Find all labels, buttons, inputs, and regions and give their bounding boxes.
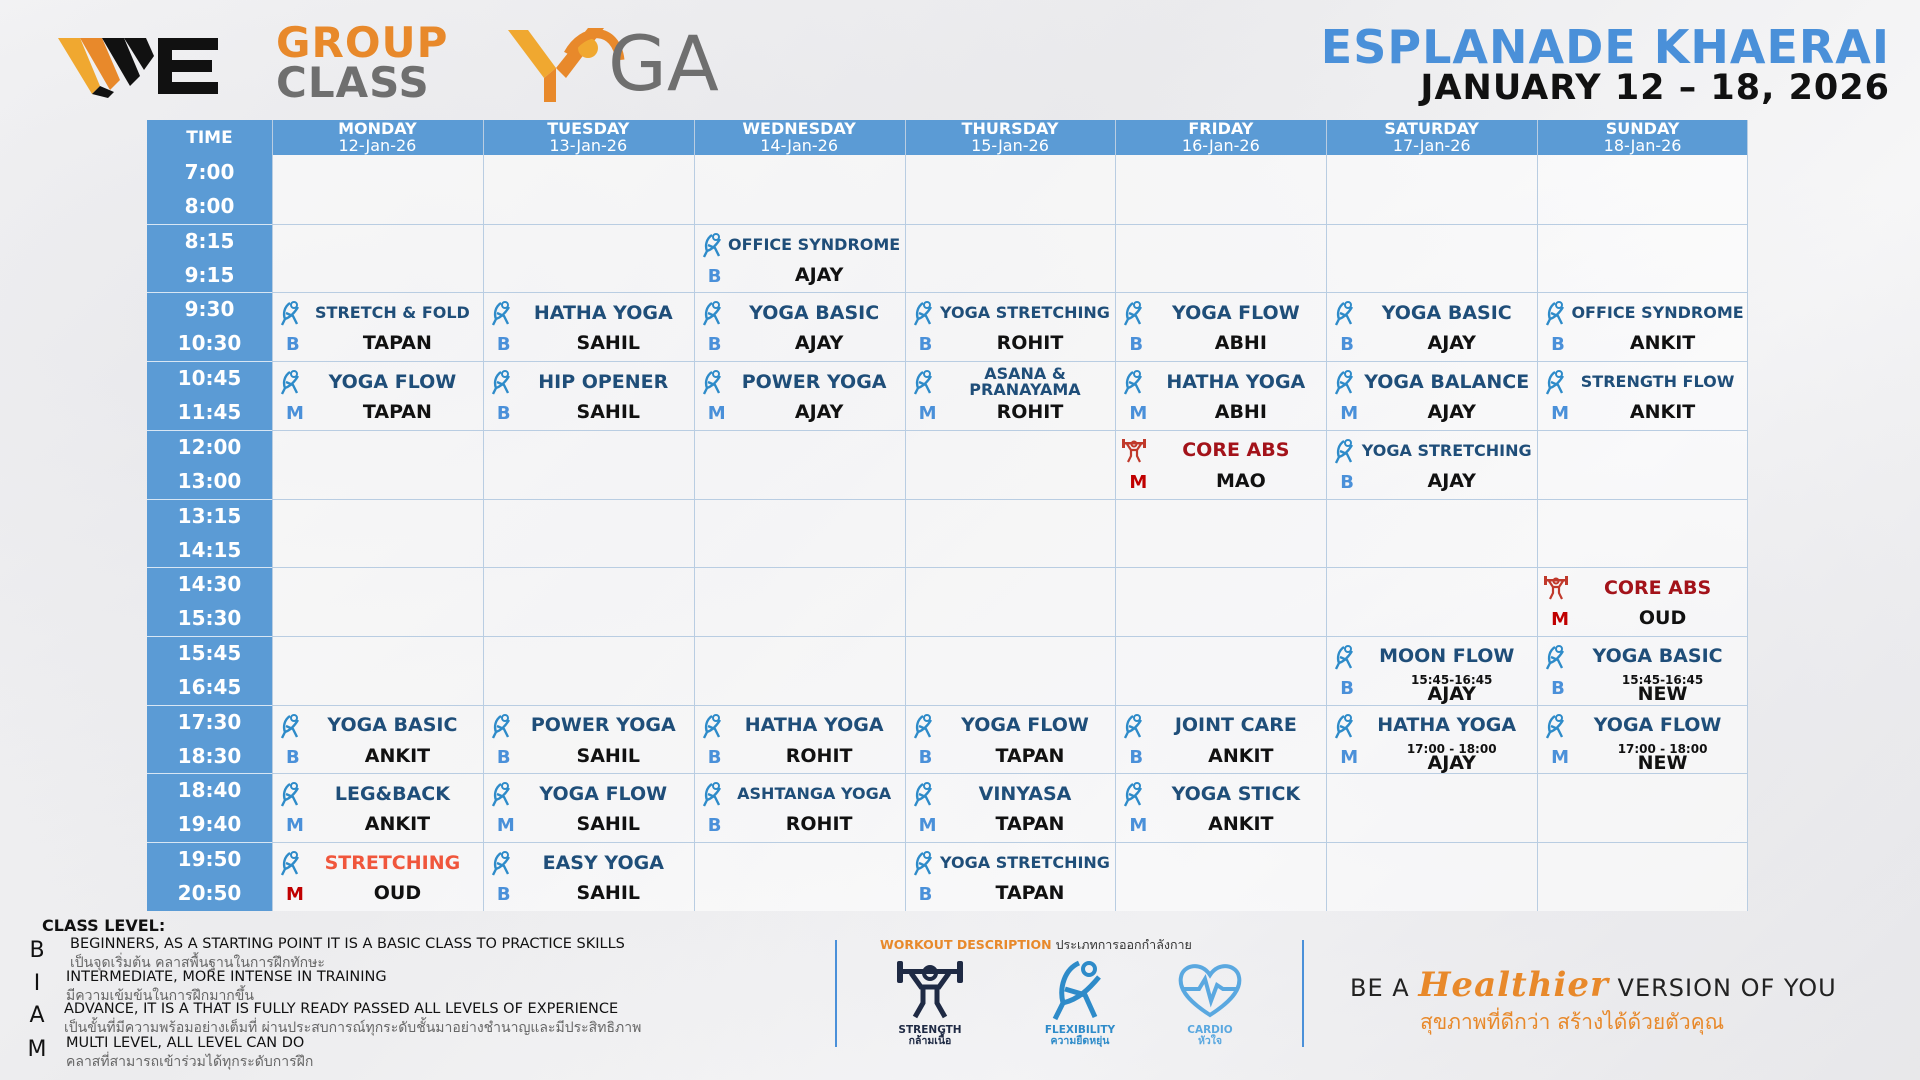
class-name: POWER YOGA [530, 714, 676, 737]
strength-icon [895, 959, 965, 1021]
day-header-thursday [905, 120, 1116, 155]
class-trainer: TAPAN [995, 882, 1065, 904]
class-name: STRENGTH FLOW [1580, 372, 1735, 392]
class-level: M [1129, 471, 1148, 493]
class-level: M [1551, 403, 1570, 425]
class-trainer: ANKIT [1208, 744, 1274, 767]
class-level: B [918, 334, 933, 356]
class-level: M [286, 815, 304, 837]
class-cell[interactable] [1326, 705, 1537, 773]
class-level: B [286, 334, 300, 356]
column-divider [1747, 120, 1748, 911]
schedule-table [147, 120, 1748, 911]
class-level-legend [22, 916, 842, 1076]
class-trainer: SAHIL [576, 332, 640, 355]
flexibility-icon [700, 300, 726, 326]
class-name: OFFICE SYNDROME [728, 234, 901, 254]
class-name: LEG&BACK [334, 782, 450, 805]
logo-yoga-mark [508, 19, 719, 108]
legend-level-a-en: ADVANCE, IT IS A THAT IS FULLY READY PASSED ALL LEVELS OF EXPERIENCE [64, 1001, 619, 1017]
flexibility-icon [700, 713, 726, 739]
class-trainer: ROHIT [785, 744, 853, 767]
class-name: POWER YOGA [741, 370, 887, 393]
time-slot-start: 10:45 [177, 366, 242, 391]
class-level: B [918, 884, 933, 905]
class-level: B [707, 815, 722, 837]
class-name: OFFICE SYNDROME [1571, 303, 1744, 323]
logo-ga-text: GA [608, 19, 719, 108]
row-divider [272, 499, 1748, 500]
class-level: B [1340, 334, 1355, 356]
class-trainer: AJAY [794, 332, 844, 355]
legend-level-m-th: คลาสที่สามารถเข้าร่วมได้ทุกระดับการฝึก [66, 1054, 314, 1070]
legend-letter-i: I [33, 971, 41, 996]
logo-group-text: GROUP [276, 18, 449, 67]
column-divider [1326, 120, 1327, 911]
class-time: 15:45-16:45 [1621, 672, 1704, 687]
legend-level-b-th: เป็นจุดเริ่มต้น คลาสพื้นฐานในการฝึกทักษะ [70, 955, 325, 971]
class-cell[interactable] [905, 842, 1116, 910]
class-level: M [1551, 746, 1570, 768]
time-slot-end: 16:45 [177, 674, 242, 699]
class-name: YOGA FLOW [1593, 714, 1722, 737]
class-name: HATHA YOGA [1166, 370, 1306, 393]
time-slot-end: 19:40 [177, 812, 242, 837]
class-trainer: ROHIT [996, 401, 1064, 424]
flexibility-icon [911, 781, 937, 807]
time-row-divider [147, 430, 272, 431]
class-name: ASHTANGA YOGA [737, 784, 892, 804]
class-time: 15:45-16:45 [1411, 672, 1493, 687]
class-trainer: SAHIL [576, 882, 640, 904]
class-level: B [707, 746, 722, 768]
class-cell[interactable] [1537, 567, 1748, 635]
time-row-divider [147, 773, 272, 774]
day-header-friday [1115, 120, 1326, 155]
class-level: B [1129, 746, 1144, 768]
class-cell[interactable] [1326, 292, 1537, 360]
class-level: M [1551, 609, 1570, 631]
class-name: STRETCH & FOLD [315, 303, 470, 323]
workout-flexibility [1030, 959, 1130, 1047]
class-name: YOGA BASIC [1592, 645, 1723, 668]
class-level: M [496, 815, 515, 837]
time-slot-end: 15:30 [177, 606, 242, 631]
class-trainer: ROHIT [785, 813, 853, 836]
class-cell[interactable] [272, 292, 483, 360]
class-trainer: OUD [373, 882, 422, 904]
class-trainer: TAPAN [362, 401, 432, 424]
class-cell[interactable] [272, 705, 483, 773]
class-cell[interactable] [1115, 361, 1326, 429]
class-level: B [918, 746, 933, 768]
class-level: B [496, 334, 511, 356]
column-divider [1537, 120, 1538, 911]
class-level: M [286, 403, 304, 425]
class-cell[interactable] [694, 292, 905, 360]
day-date: 18-Jan-26 [1603, 136, 1682, 155]
legend-title: CLASS LEVEL: [42, 916, 166, 935]
time-row-divider [147, 292, 272, 293]
class-name: YOGA BASIC [749, 301, 880, 324]
class-trainer: ROHIT [996, 332, 1064, 355]
class-trainer: ANKIT [364, 813, 431, 836]
class-cell[interactable] [272, 361, 483, 429]
class-name: VINYASA [978, 782, 1072, 805]
slogan [1350, 965, 1837, 1005]
logo-class-text: CLASS [276, 58, 430, 107]
class-trainer: NEW [1637, 751, 1688, 774]
legend-level-i-th: มีความเข้มข้นในการฝึกมากขึ้น [66, 988, 254, 1004]
class-trainer: AJAY [794, 401, 844, 424]
flexibility-icon [1332, 438, 1358, 464]
slogan-thai: สุขภาพที่ดีกว่า สร้างได้ด้วยตัวคุณ [1420, 1010, 1725, 1034]
flexibility-icon [1543, 300, 1569, 326]
class-trainer: SAHIL [576, 813, 640, 836]
strength-icon [1121, 438, 1147, 464]
class-name: HATHA YOGA [1377, 714, 1517, 737]
flexibility-icon [700, 369, 726, 395]
day-name: SUNDAY [1605, 119, 1680, 138]
flexibility-icon [1045, 959, 1115, 1021]
strength-label-th: กล้ามเนื้อ [908, 1035, 952, 1047]
class-cell[interactable] [905, 705, 1116, 773]
row-divider [272, 224, 1748, 225]
flexibility-icon [489, 781, 515, 807]
time-slot-start: 18:40 [177, 778, 242, 803]
time-slot-end: 11:45 [177, 400, 242, 425]
time-slot-start: 13:15 [177, 503, 242, 528]
day-name: FRIDAY [1188, 119, 1254, 138]
flexibility-icon [489, 713, 515, 739]
flexibility-icon [278, 369, 304, 395]
flexibility-icon [489, 300, 515, 326]
class-level: M [1129, 815, 1148, 837]
class-cell[interactable] [905, 773, 1116, 841]
class-cell[interactable] [483, 361, 694, 429]
flexibility-icon [700, 781, 726, 807]
class-cell[interactable] [905, 361, 1116, 429]
class-trainer: AJAY [1427, 332, 1476, 355]
time-row-divider [147, 499, 272, 500]
day-header-sunday [1537, 120, 1748, 155]
class-cell[interactable] [483, 705, 694, 773]
class-trainer: TAPAN [995, 744, 1065, 767]
venue-title: ESPLANADE KHAERAI [1320, 20, 1890, 74]
time-slot-start: 9:30 [184, 297, 235, 322]
flexibility-icon [278, 713, 304, 739]
class-name: YOGA FLOW [1172, 301, 1300, 324]
cardio-label-th: หัวใจ [1197, 1035, 1223, 1047]
day-header-wednesday [694, 120, 905, 155]
class-cell[interactable] [1537, 636, 1748, 704]
workout-strength [880, 959, 980, 1047]
time-row-divider [147, 636, 272, 637]
class-cell[interactable] [1537, 292, 1748, 360]
time-slot-start: 14:30 [177, 572, 242, 597]
class-name: JOINT CARE [1174, 714, 1297, 737]
class-name: YOGA BASIC [1381, 301, 1512, 324]
cardio-heart-icon [1175, 959, 1245, 1021]
flexibility-icon [278, 300, 304, 326]
class-trainer: ABHI [1214, 332, 1267, 355]
class-cell[interactable] [1537, 705, 1748, 773]
day-name: MONDAY [338, 119, 417, 138]
flexibility-icon [911, 850, 937, 876]
time-slot-start: 15:45 [177, 640, 242, 665]
flexibility-icon [1332, 713, 1358, 739]
class-level: B [496, 403, 511, 425]
class-level: M [918, 403, 937, 425]
time-header: TIME [186, 127, 233, 148]
flexibility-icon [1121, 713, 1147, 739]
legend-letter-b: B [29, 938, 45, 963]
flexibility-icon [489, 850, 515, 876]
flexibility-icon [1121, 781, 1147, 807]
time-row-divider [147, 842, 272, 843]
class-name: YOGA STICK [1171, 782, 1301, 805]
day-date: 17-Jan-26 [1392, 136, 1471, 155]
class-trainer: TAPAN [995, 813, 1065, 836]
class-name: HATHA YOGA [744, 714, 884, 737]
class-cell[interactable] [694, 773, 905, 841]
time-slot-end: 14:15 [177, 537, 242, 562]
time-slot-start: 12:00 [177, 434, 242, 459]
class-level: B [286, 746, 300, 768]
slogan-highlight: Healthier [1418, 965, 1609, 1005]
strength-icon [1543, 575, 1569, 601]
class-cell[interactable] [1115, 430, 1326, 498]
class-level: M [1340, 403, 1359, 425]
class-trainer: ANKIT [1208, 813, 1274, 836]
class-trainer: MAO [1215, 469, 1266, 492]
class-level: M [1340, 746, 1359, 768]
day-date: 15-Jan-26 [971, 136, 1049, 155]
flexibility-icon [911, 369, 937, 395]
day-header-tuesday [483, 120, 694, 155]
cardio-label-en: CARDIO [1187, 1024, 1233, 1036]
slogan-post: VERSION OF YOU [1608, 974, 1837, 1002]
flexibility-label-en: FLEXIBILITY [1044, 1024, 1116, 1036]
legend-level-a-th: เป็นขั้นที่มีความพร้อมอย่างเต็มที่ ผ่านประสบการณ์ทุกระดับชั้นมาอย่างชำนาญและมีประสิทธิภาพ [64, 1020, 642, 1036]
flexibility-icon [1332, 644, 1358, 670]
we-logo-mark [58, 30, 268, 100]
day-date: 14-Jan-26 [760, 136, 839, 155]
flexibility-icon [1543, 713, 1569, 739]
footer-divider-right [1302, 940, 1304, 1047]
class-name: STRETCHING [324, 851, 461, 874]
flexibility-icon [489, 369, 515, 395]
class-trainer: ANKIT [1629, 401, 1696, 424]
time-row-divider [147, 361, 272, 362]
workout-title-en: WORKOUT DESCRIPTION [880, 937, 1052, 952]
class-level: M [707, 403, 726, 425]
flexibility-icon [911, 300, 937, 326]
legend-letter-a: A [29, 1003, 45, 1028]
class-trainer: AJAY [1427, 469, 1476, 492]
class-level: M [918, 815, 937, 837]
class-cell[interactable] [483, 773, 694, 841]
workout-description-title [880, 935, 1192, 955]
class-name: ASANA & PRANAYAMA [969, 364, 1081, 400]
time-slot-end: 9:15 [184, 262, 235, 287]
class-time: 17:00 - 18:00 [1406, 741, 1497, 756]
class-level: M [1129, 403, 1148, 425]
class-cell[interactable] [1115, 705, 1326, 773]
day-name: SATURDAY [1384, 119, 1479, 138]
class-name: YOGA FLOW [961, 714, 1089, 737]
day-header-monday [272, 120, 483, 155]
workout-title-th: ประเภทการออกกำลังกาย [1055, 937, 1192, 952]
time-slot-start: 7:00 [184, 160, 235, 184]
flexibility-icon [1121, 369, 1147, 395]
class-level: B [1340, 471, 1355, 493]
legend-level-b-en: BEGINNERS, AS A STARTING POINT IT IS A BASIC CLASS TO PRACTICE SKILLS [70, 936, 625, 952]
time-row-divider [147, 224, 272, 225]
class-name: YOGA STRETCHING [940, 303, 1110, 323]
flexibility-icon [1332, 300, 1358, 326]
class-name: YOGA STRETCHING [1361, 440, 1532, 460]
time-row-divider [147, 705, 272, 706]
class-name: YOGA FLOW [539, 782, 668, 805]
class-level: M [286, 884, 304, 905]
flexibility-label-th: ความยืดหยุ่น [1050, 1035, 1110, 1047]
class-name: YOGA BALANCE [1364, 370, 1530, 393]
class-name: YOGA STRETCHING [940, 853, 1110, 872]
day-name: WEDNESDAY [742, 119, 856, 138]
day-header-saturday [1326, 120, 1537, 155]
class-cell[interactable] [483, 842, 694, 910]
legend-level-m-en: MULTI LEVEL, ALL LEVEL CAN DO [66, 1035, 305, 1051]
class-level: B [1340, 677, 1355, 699]
class-trainer: SAHIL [576, 744, 640, 767]
day-name: THURSDAY [961, 119, 1059, 138]
flexibility-icon [278, 850, 304, 876]
flexibility-icon [1543, 369, 1569, 395]
class-name: MOON FLOW [1379, 645, 1515, 668]
date-range: JANUARY 12 – 18, 2026 [1420, 68, 1890, 108]
flexibility-icon [1543, 644, 1569, 670]
class-name: HATHA YOGA [533, 301, 673, 324]
class-name: CORE ABS [1603, 576, 1712, 599]
time-slot-end: 10:30 [177, 331, 242, 356]
class-cell[interactable] [694, 705, 905, 773]
day-name: TUESDAY [547, 119, 630, 138]
flexibility-icon [1332, 369, 1358, 395]
day-date: 13-Jan-26 [549, 136, 628, 155]
class-level: B [707, 265, 722, 287]
class-trainer: AJAY [794, 263, 844, 286]
class-trainer: AJAY [1427, 401, 1476, 424]
class-cell[interactable] [694, 224, 905, 292]
time-slot-end: 8:00 [184, 194, 235, 218]
workout-cardio [1160, 959, 1260, 1047]
flexibility-icon [278, 781, 304, 807]
class-level: B [496, 746, 511, 768]
class-name: YOGA BASIC [327, 714, 458, 737]
time-slot-start: 17:30 [177, 709, 242, 734]
legend-level-i-en: INTERMEDIATE, MORE INTENSE IN TRAINING [66, 969, 387, 985]
workout-description [880, 935, 1280, 1055]
class-cell[interactable] [483, 292, 694, 360]
class-cell[interactable] [272, 842, 483, 910]
class-trainer: AJAY [1427, 751, 1476, 774]
flexibility-icon [911, 713, 937, 739]
class-name: YOGA FLOW [328, 370, 457, 393]
slogan-pre: BE A [1350, 974, 1419, 1002]
legend-letter-m: M [27, 1037, 47, 1062]
row-divider [272, 567, 1748, 568]
class-level: B [1551, 677, 1565, 699]
class-cell[interactable] [1326, 430, 1537, 498]
brand-logo [58, 18, 798, 108]
class-cell[interactable] [272, 773, 483, 841]
class-cell[interactable] [905, 292, 1116, 360]
time-slot-end: 13:00 [177, 468, 242, 493]
time-slot-end: 18:30 [177, 743, 242, 768]
class-trainer: TAPAN [362, 332, 432, 355]
class-trainer: NEW [1637, 682, 1688, 705]
class-cell[interactable] [1115, 292, 1326, 360]
flexibility-icon [700, 232, 726, 258]
class-trainer: ABHI [1214, 401, 1267, 424]
class-level: B [707, 334, 722, 356]
class-trainer: SAHIL [576, 401, 640, 424]
class-trainer: AJAY [1427, 682, 1476, 705]
class-cell[interactable] [1326, 361, 1537, 429]
class-name: CORE ABS [1182, 439, 1290, 462]
flexibility-icon [1121, 300, 1147, 326]
class-cell[interactable] [1537, 361, 1748, 429]
strength-label-en: STRENGTH [898, 1024, 962, 1036]
class-trainer: ANKIT [364, 744, 431, 767]
day-date: 16-Jan-26 [1181, 136, 1260, 155]
class-time: 17:00 - 18:00 [1617, 741, 1708, 756]
class-level: B [496, 884, 511, 905]
class-trainer: ANKIT [1629, 332, 1696, 355]
class-trainer: OUD [1638, 607, 1687, 630]
class-cell[interactable] [1326, 636, 1537, 704]
footer-divider-left [835, 940, 837, 1047]
class-cell[interactable] [1115, 773, 1326, 841]
class-level: B [1551, 334, 1565, 356]
day-date: 12-Jan-26 [338, 136, 417, 155]
class-name: EASY YOGA [542, 851, 664, 874]
class-cell[interactable] [694, 361, 905, 429]
time-slot-start: 19:50 [177, 847, 242, 871]
time-slot-end: 20:50 [177, 881, 242, 905]
class-level: B [1129, 334, 1144, 356]
time-slot-start: 8:15 [184, 228, 235, 253]
time-row-divider [147, 567, 272, 568]
class-name: HIP OPENER [538, 370, 669, 393]
